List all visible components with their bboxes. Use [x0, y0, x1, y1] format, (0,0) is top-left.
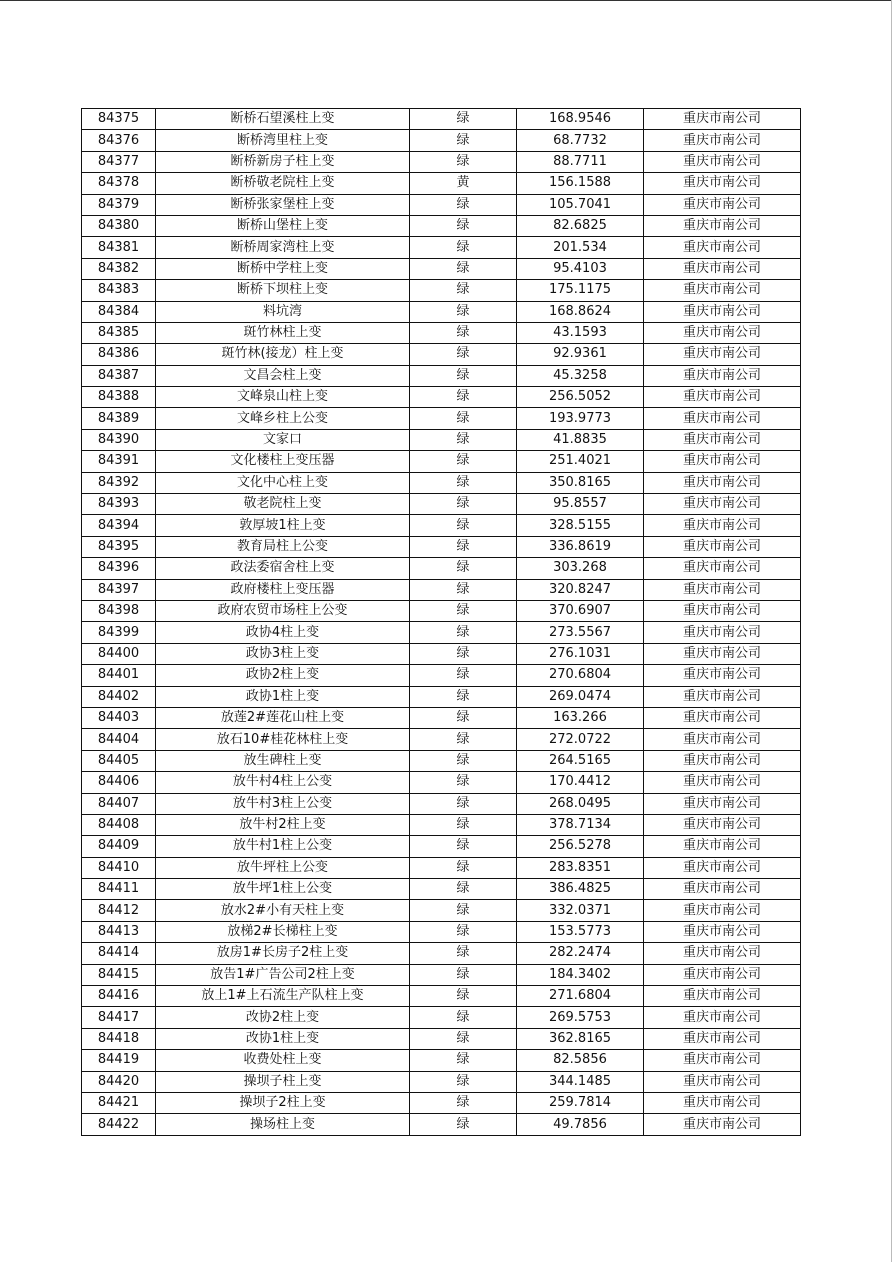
row-id-cell: 84402 [82, 686, 156, 707]
company-cell: 重庆市南公司 [644, 879, 801, 900]
transformer-name-cell: 断桥湾里柱上变 [156, 130, 410, 151]
transformer-name-cell: 放生碑柱上变 [156, 750, 410, 771]
status-cell: 绿 [410, 429, 517, 450]
row-id-cell: 84403 [82, 707, 156, 728]
table-row [82, 857, 801, 878]
transformer-name-cell: 收费处柱上变 [156, 1050, 410, 1071]
value-cell: 272.0722 [517, 729, 644, 750]
table-row [82, 1007, 801, 1028]
company-cell: 重庆市南公司 [644, 151, 801, 172]
row-id-cell: 84390 [82, 429, 156, 450]
company-cell: 重庆市南公司 [644, 451, 801, 472]
row-id-cell: 84408 [82, 814, 156, 835]
value-cell: 268.0495 [517, 793, 644, 814]
transformer-name-cell: 文峰乡柱上公变 [156, 408, 410, 429]
table-row [82, 879, 801, 900]
value-cell: 256.5278 [517, 836, 644, 857]
company-cell: 重庆市南公司 [644, 1007, 801, 1028]
status-cell: 绿 [410, 686, 517, 707]
company-cell: 重庆市南公司 [644, 109, 801, 130]
status-cell: 绿 [410, 280, 517, 301]
row-id-cell: 84406 [82, 772, 156, 793]
status-cell: 绿 [410, 600, 517, 621]
table-row [82, 900, 801, 921]
value-cell: 271.6804 [517, 986, 644, 1007]
transformer-name-cell: 教育局柱上公变 [156, 536, 410, 557]
row-id-cell: 84396 [82, 558, 156, 579]
transformer-name-cell: 政府农贸市场柱上公变 [156, 600, 410, 621]
company-cell: 重庆市南公司 [644, 237, 801, 258]
value-cell: 276.1031 [517, 643, 644, 664]
value-cell: 344.1485 [517, 1071, 644, 1092]
row-id-cell: 84397 [82, 579, 156, 600]
company-cell: 重庆市南公司 [644, 429, 801, 450]
row-id-cell: 84377 [82, 151, 156, 172]
value-cell: 259.7814 [517, 1092, 644, 1113]
table-row [82, 836, 801, 857]
row-id-cell: 84419 [82, 1050, 156, 1071]
status-cell: 绿 [410, 643, 517, 664]
status-cell: 绿 [410, 793, 517, 814]
table-row [82, 258, 801, 279]
company-cell: 重庆市南公司 [644, 643, 801, 664]
company-cell: 重庆市南公司 [644, 665, 801, 686]
value-cell: 88.7711 [517, 151, 644, 172]
status-cell: 绿 [410, 494, 517, 515]
status-cell: 绿 [410, 707, 517, 728]
row-id-cell: 84375 [82, 109, 156, 130]
company-cell: 重庆市南公司 [644, 1071, 801, 1092]
table-row [82, 622, 801, 643]
company-cell: 重庆市南公司 [644, 280, 801, 301]
table-row [82, 109, 801, 130]
table-row [82, 1114, 801, 1135]
table-row [82, 1050, 801, 1071]
row-id-cell: 84386 [82, 344, 156, 365]
value-cell: 332.0371 [517, 900, 644, 921]
status-cell: 绿 [410, 750, 517, 771]
company-cell: 重庆市南公司 [644, 1114, 801, 1135]
status-cell: 绿 [410, 515, 517, 536]
table-row [82, 322, 801, 343]
table-row [82, 536, 801, 557]
value-cell: 105.7041 [517, 194, 644, 215]
transformer-name-cell: 政协3柱上变 [156, 643, 410, 664]
status-cell: 绿 [410, 964, 517, 985]
transformer-name-cell: 操坝子柱上变 [156, 1071, 410, 1092]
transformer-name-cell: 放上1#上石流生产队柱上变 [156, 986, 410, 1007]
value-cell: 273.5567 [517, 622, 644, 643]
value-cell: 269.5753 [517, 1007, 644, 1028]
value-cell: 320.8247 [517, 579, 644, 600]
company-cell: 重庆市南公司 [644, 836, 801, 857]
transformer-name-cell: 放石10#桂花林柱上变 [156, 729, 410, 750]
table-row [82, 665, 801, 686]
table-row [82, 237, 801, 258]
company-cell: 重庆市南公司 [644, 964, 801, 985]
status-cell: 绿 [410, 900, 517, 921]
row-id-cell: 84417 [82, 1007, 156, 1028]
value-cell: 184.3402 [517, 964, 644, 985]
row-id-cell: 84418 [82, 1028, 156, 1049]
value-cell: 156.1588 [517, 173, 644, 194]
table-row [82, 986, 801, 1007]
company-cell: 重庆市南公司 [644, 900, 801, 921]
transformer-name-cell: 放牛坪1柱上公变 [156, 879, 410, 900]
transformer-name-cell: 文峰泉山柱上变 [156, 387, 410, 408]
status-cell: 绿 [410, 879, 517, 900]
value-cell: 303.268 [517, 558, 644, 579]
row-id-cell: 84413 [82, 921, 156, 942]
status-cell: 绿 [410, 622, 517, 643]
table-row [82, 494, 801, 515]
value-cell: 49.7856 [517, 1114, 644, 1135]
value-cell: 386.4825 [517, 879, 644, 900]
value-cell: 269.0474 [517, 686, 644, 707]
table-row [82, 964, 801, 985]
table-row [82, 643, 801, 664]
row-id-cell: 84410 [82, 857, 156, 878]
status-cell: 黄 [410, 173, 517, 194]
company-cell: 重庆市南公司 [644, 215, 801, 236]
table-row [82, 301, 801, 322]
status-cell: 绿 [410, 665, 517, 686]
row-id-cell: 84380 [82, 215, 156, 236]
status-cell: 绿 [410, 1050, 517, 1071]
value-cell: 193.9773 [517, 408, 644, 429]
company-cell: 重庆市南公司 [644, 322, 801, 343]
row-id-cell: 84398 [82, 600, 156, 621]
company-cell: 重庆市南公司 [644, 1092, 801, 1113]
transformer-name-cell: 放牛村1柱上公变 [156, 836, 410, 857]
transformer-name-cell: 料坑湾 [156, 301, 410, 322]
row-id-cell: 84382 [82, 258, 156, 279]
company-cell: 重庆市南公司 [644, 707, 801, 728]
row-id-cell: 84416 [82, 986, 156, 1007]
transformer-name-cell: 断桥新房子柱上变 [156, 151, 410, 172]
table-row [82, 707, 801, 728]
value-cell: 282.2474 [517, 943, 644, 964]
value-cell: 283.8351 [517, 857, 644, 878]
transformer-name-cell: 政协4柱上变 [156, 622, 410, 643]
company-cell: 重庆市南公司 [644, 515, 801, 536]
row-id-cell: 84387 [82, 365, 156, 386]
company-cell: 重庆市南公司 [644, 494, 801, 515]
status-cell: 绿 [410, 451, 517, 472]
status-cell: 绿 [410, 536, 517, 557]
value-cell: 362.8165 [517, 1028, 644, 1049]
transformer-name-cell: 断桥下坝柱上变 [156, 280, 410, 301]
row-id-cell: 84421 [82, 1092, 156, 1113]
company-cell: 重庆市南公司 [644, 558, 801, 579]
row-id-cell: 84404 [82, 729, 156, 750]
status-cell: 绿 [410, 814, 517, 835]
table-row [82, 365, 801, 386]
row-id-cell: 84391 [82, 451, 156, 472]
value-cell: 168.8624 [517, 301, 644, 322]
table-row [82, 729, 801, 750]
transformer-name-cell: 文化楼柱上变压器 [156, 451, 410, 472]
row-id-cell: 84414 [82, 943, 156, 964]
transformer-name-cell: 断桥中学柱上变 [156, 258, 410, 279]
page-top-border [0, 0, 892, 1]
value-cell: 68.7732 [517, 130, 644, 151]
table-row [82, 558, 801, 579]
row-id-cell: 84385 [82, 322, 156, 343]
value-cell: 45.3258 [517, 365, 644, 386]
company-cell: 重庆市南公司 [644, 173, 801, 194]
company-cell: 重庆市南公司 [644, 729, 801, 750]
company-cell: 重庆市南公司 [644, 772, 801, 793]
company-cell: 重庆市南公司 [644, 686, 801, 707]
value-cell: 175.1175 [517, 280, 644, 301]
value-cell: 270.6804 [517, 665, 644, 686]
transformer-name-cell: 改协1柱上变 [156, 1028, 410, 1049]
transformer-name-cell: 放梯2#长梯柱上变 [156, 921, 410, 942]
row-id-cell: 84399 [82, 622, 156, 643]
company-cell: 重庆市南公司 [644, 1050, 801, 1071]
company-cell: 重庆市南公司 [644, 600, 801, 621]
row-id-cell: 84415 [82, 964, 156, 985]
transformer-name-cell: 文化中心柱上变 [156, 472, 410, 493]
transformer-name-cell: 断桥周家湾柱上变 [156, 237, 410, 258]
status-cell: 绿 [410, 1114, 517, 1135]
transformer-name-cell: 操坝子2柱上变 [156, 1092, 410, 1113]
table-row [82, 600, 801, 621]
status-cell: 绿 [410, 558, 517, 579]
table-row [82, 943, 801, 964]
table-row [82, 472, 801, 493]
row-id-cell: 84395 [82, 536, 156, 557]
table-row [82, 686, 801, 707]
table-row [82, 1092, 801, 1113]
value-cell: 95.4103 [517, 258, 644, 279]
status-cell: 绿 [410, 857, 517, 878]
transformer-name-cell: 断桥张家堡柱上变 [156, 194, 410, 215]
table-row [82, 280, 801, 301]
row-id-cell: 84378 [82, 173, 156, 194]
transformer-name-cell: 放牛村4柱上公变 [156, 772, 410, 793]
transformer-name-cell: 断桥山堡柱上变 [156, 215, 410, 236]
transformer-name-cell: 斑竹林柱上变 [156, 322, 410, 343]
value-cell: 168.9546 [517, 109, 644, 130]
row-id-cell: 84405 [82, 750, 156, 771]
row-id-cell: 84401 [82, 665, 156, 686]
row-id-cell: 84384 [82, 301, 156, 322]
transformer-name-cell: 文家口 [156, 429, 410, 450]
transformer-name-cell: 政协2柱上变 [156, 665, 410, 686]
value-cell: 82.6825 [517, 215, 644, 236]
status-cell: 绿 [410, 1028, 517, 1049]
table-row [82, 173, 801, 194]
row-id-cell: 84420 [82, 1071, 156, 1092]
status-cell: 绿 [410, 344, 517, 365]
status-cell: 绿 [410, 579, 517, 600]
value-cell: 170.4412 [517, 772, 644, 793]
status-cell: 绿 [410, 1071, 517, 1092]
company-cell: 重庆市南公司 [644, 814, 801, 835]
company-cell: 重庆市南公司 [644, 622, 801, 643]
transformer-name-cell: 放牛坪柱上公变 [156, 857, 410, 878]
value-cell: 378.7134 [517, 814, 644, 835]
company-cell: 重庆市南公司 [644, 301, 801, 322]
transformer-name-cell: 放牛村3柱上公变 [156, 793, 410, 814]
row-id-cell: 84400 [82, 643, 156, 664]
value-cell: 251.4021 [517, 451, 644, 472]
row-id-cell: 84376 [82, 130, 156, 151]
status-cell: 绿 [410, 151, 517, 172]
table-row [82, 429, 801, 450]
row-id-cell: 84394 [82, 515, 156, 536]
company-cell: 重庆市南公司 [644, 387, 801, 408]
transformer-name-cell: 断桥敬老院柱上变 [156, 173, 410, 194]
row-id-cell: 84392 [82, 472, 156, 493]
status-cell: 绿 [410, 301, 517, 322]
status-cell: 绿 [410, 986, 517, 1007]
value-cell: 264.5165 [517, 750, 644, 771]
status-cell: 绿 [410, 109, 517, 130]
table-body [82, 109, 801, 1136]
status-cell: 绿 [410, 1092, 517, 1113]
row-id-cell: 84383 [82, 280, 156, 301]
status-cell: 绿 [410, 729, 517, 750]
row-id-cell: 84388 [82, 387, 156, 408]
status-cell: 绿 [410, 836, 517, 857]
transformer-name-cell: 放告1#广告公司2柱上变 [156, 964, 410, 985]
value-cell: 153.5773 [517, 921, 644, 942]
table-row [82, 1071, 801, 1092]
row-id-cell: 84409 [82, 836, 156, 857]
transformer-name-cell: 放房1#长房子2柱上变 [156, 943, 410, 964]
table-row [82, 772, 801, 793]
value-cell: 41.8835 [517, 429, 644, 450]
value-cell: 328.5155 [517, 515, 644, 536]
transformer-name-cell: 斑竹林(接龙）柱上变 [156, 344, 410, 365]
table-row [82, 750, 801, 771]
transformer-name-cell: 改协2柱上变 [156, 1007, 410, 1028]
transformer-name-cell: 放水2#小有天柱上变 [156, 900, 410, 921]
transformer-name-cell: 敬老院柱上变 [156, 494, 410, 515]
transformer-name-cell: 文昌会柱上变 [156, 365, 410, 386]
value-cell: 350.8165 [517, 472, 644, 493]
company-cell: 重庆市南公司 [644, 472, 801, 493]
table-row [82, 151, 801, 172]
table-row [82, 215, 801, 236]
transformer-name-cell: 放牛村2柱上变 [156, 814, 410, 835]
company-cell: 重庆市南公司 [644, 793, 801, 814]
value-cell: 370.6907 [517, 600, 644, 621]
value-cell: 95.8557 [517, 494, 644, 515]
company-cell: 重庆市南公司 [644, 344, 801, 365]
status-cell: 绿 [410, 921, 517, 942]
company-cell: 重庆市南公司 [644, 258, 801, 279]
row-id-cell: 84389 [82, 408, 156, 429]
status-cell: 绿 [410, 130, 517, 151]
transformer-name-cell: 政法委宿舍柱上变 [156, 558, 410, 579]
status-cell: 绿 [410, 258, 517, 279]
status-cell: 绿 [410, 943, 517, 964]
row-id-cell: 84393 [82, 494, 156, 515]
company-cell: 重庆市南公司 [644, 1028, 801, 1049]
data-table [81, 108, 801, 1136]
row-id-cell: 84379 [82, 194, 156, 215]
table-row [82, 921, 801, 942]
table-row [82, 130, 801, 151]
company-cell: 重庆市南公司 [644, 986, 801, 1007]
value-cell: 43.1593 [517, 322, 644, 343]
value-cell: 82.5856 [517, 1050, 644, 1071]
status-cell: 绿 [410, 194, 517, 215]
company-cell: 重庆市南公司 [644, 536, 801, 557]
status-cell: 绿 [410, 387, 517, 408]
company-cell: 重庆市南公司 [644, 130, 801, 151]
transformer-name-cell: 断桥石望溪柱上变 [156, 109, 410, 130]
row-id-cell: 84381 [82, 237, 156, 258]
company-cell: 重庆市南公司 [644, 365, 801, 386]
company-cell: 重庆市南公司 [644, 408, 801, 429]
transformer-name-cell: 放莲2#莲花山柱上变 [156, 707, 410, 728]
table-row [82, 387, 801, 408]
status-cell: 绿 [410, 408, 517, 429]
status-cell: 绿 [410, 322, 517, 343]
company-cell: 重庆市南公司 [644, 921, 801, 942]
value-cell: 336.8619 [517, 536, 644, 557]
row-id-cell: 84422 [82, 1114, 156, 1135]
transformer-name-cell: 政协1柱上变 [156, 686, 410, 707]
value-cell: 163.266 [517, 707, 644, 728]
status-cell: 绿 [410, 1007, 517, 1028]
company-cell: 重庆市南公司 [644, 750, 801, 771]
value-cell: 92.9361 [517, 344, 644, 365]
table-row [82, 408, 801, 429]
status-cell: 绿 [410, 365, 517, 386]
table-row [82, 1028, 801, 1049]
company-cell: 重庆市南公司 [644, 194, 801, 215]
transformer-name-cell: 操场柱上变 [156, 1114, 410, 1135]
table-row [82, 579, 801, 600]
table-row [82, 451, 801, 472]
table-row [82, 194, 801, 215]
row-id-cell: 84407 [82, 793, 156, 814]
status-cell: 绿 [410, 772, 517, 793]
value-cell: 201.534 [517, 237, 644, 258]
table-row [82, 344, 801, 365]
status-cell: 绿 [410, 472, 517, 493]
status-cell: 绿 [410, 215, 517, 236]
row-id-cell: 84411 [82, 879, 156, 900]
transformer-name-cell: 政府楼柱上变压器 [156, 579, 410, 600]
row-id-cell: 84412 [82, 900, 156, 921]
value-cell: 256.5052 [517, 387, 644, 408]
transformer-name-cell: 敦厚坡1柱上变 [156, 515, 410, 536]
table-row [82, 814, 801, 835]
company-cell: 重庆市南公司 [644, 943, 801, 964]
table-row [82, 793, 801, 814]
status-cell: 绿 [410, 237, 517, 258]
company-cell: 重庆市南公司 [644, 579, 801, 600]
company-cell: 重庆市南公司 [644, 857, 801, 878]
table-row [82, 515, 801, 536]
